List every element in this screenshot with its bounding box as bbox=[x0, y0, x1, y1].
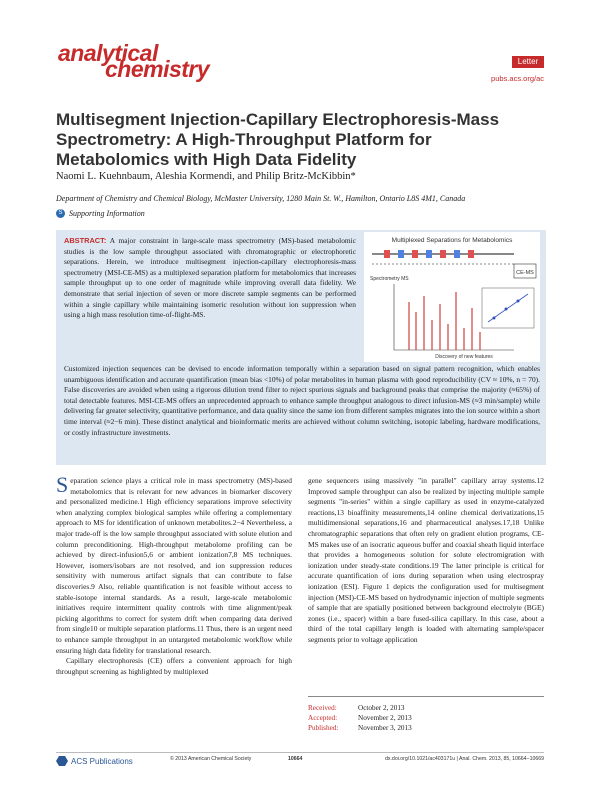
inset-plot bbox=[482, 288, 534, 328]
body-column-left bbox=[56, 472, 292, 677]
toc-label-left: Spectrometry MS bbox=[370, 276, 409, 282]
journal-logo-line2: chemistry bbox=[105, 56, 210, 82]
page-title: Multisegment Injection-Capillary Electrophoresis-Mass Spectrometry: A High-Throughput Platform for Metabolomics with High Data Fidelity bbox=[56, 110, 500, 169]
article-type-badge: Letter bbox=[512, 56, 544, 68]
journal-url-link[interactable]: pubs.acs.org/ac bbox=[491, 74, 544, 83]
doi-citation[interactable]: dx.doi.org/10.1021/ac403171u | Anal. Chem. 2013, 85, 10664−10669 bbox=[385, 756, 544, 762]
publisher-name: ACS Publications bbox=[71, 756, 133, 766]
journal-logo-line1: analytical bbox=[58, 40, 158, 66]
info-icon: S bbox=[56, 209, 65, 218]
published-label: Published: bbox=[308, 724, 339, 732]
abstract-label: ABSTRACT: bbox=[64, 236, 107, 245]
copyright: © 2013 American Chemical Society bbox=[170, 756, 252, 762]
abstract-body-1: A major constraint in large-scale mass spectrometry (MS)-based metabolomic studies is the low sample throughput associated with chromatographic or electrophoretic separations. Herein, we introduce multisegment injection-capillary electrophoresis-mass spectrometry (MSI-CE-MS) as a multiplexed separation platform for metabolomics that increases sample throughput up to one order of magnitude while improving overall data fidelity. We demonstrate that serial injection of seven or more discrete sample segments can be performed within a single capillary while maintaining isomeric resolution without ion suppression when using a high mass resolution time-of-flight-MS. bbox=[64, 236, 356, 320]
author-list: Naomi L. Kuehnbaum, Aleshia Kormendi, and Philip Britz-McKibbin* bbox=[56, 171, 356, 182]
drop-cap: S bbox=[56, 472, 69, 497]
toc-title: Multiplexed Separations for Metabolomics bbox=[391, 237, 513, 244]
toc-label-right: CE-MS bbox=[516, 270, 534, 276]
supporting-information-label: Supporting Information bbox=[69, 209, 145, 218]
page-number: 10664 bbox=[288, 756, 303, 762]
abstract-text-part1 bbox=[64, 236, 356, 321]
toc-label-bottom: Discovery of new features bbox=[435, 354, 493, 360]
supporting-information-link[interactable] bbox=[56, 209, 145, 218]
footer-divider bbox=[56, 752, 544, 753]
received-date: October 2, 2013 bbox=[358, 704, 405, 712]
publication-dates bbox=[308, 696, 544, 733]
accepted-label: Accepted: bbox=[308, 714, 338, 722]
affiliation: Department of Chemistry and Chemical Biology, McMaster University, 1280 Main St. W., Hamilton, Ontario L8S 4M1, Canada bbox=[56, 194, 466, 203]
toc-graphic bbox=[364, 232, 540, 362]
publisher-logo[interactable] bbox=[56, 756, 133, 766]
acs-hexagon-icon bbox=[56, 756, 68, 766]
body-paragraph-1: eparation science plays a critical role in mass spectrometry (MS)-based metabolomics that is relevant for new advances in biomarker discovery and personalized medicine.1 High efficiency separations improve selectivity when analyzing complex biological samples while offering a complementary approach to MS for identification of unknown metabolites.2−4 Nevertheless, a major trade-off is the low sample throughput associated with solute elution and column preconditioning. High-throughput metabolome profiling can be achieved by direct-infusion5,6 or ambient ionization7,8 MS techniques. However, isomers/isobars are not resolved, and ion suppression reduces sensitivity with numerous artifact signals that can contribute to false discoveries.9 Also, reliable quantification is not feasible without access to stable-isotope internal standards. As a result, large-scale metabolomic initiatives require intermittent quality controls with time alignment/peak picking algorithms to correct for system drift when comparing data derived from single10 or multiple separation platforms.11 Thus, there is an urgent need to enhance sample throughput in an untargeted metabolomic workflow while ensuring high data fidelity for translational research. bbox=[56, 476, 292, 655]
received-label: Received: bbox=[308, 704, 337, 712]
abstract-text-part2: Customized injection sequences can be devised to encode information temporally within a separation based on signal pattern recognition, which enables unambiguous identification and accurate quantification (mean bias <10%) of polar metabolites in human plasma with good reproducibility (CV ≈ 10%, n = 70). False discoveries are avoided when using a rigorous dilution trend filter to reject spurious signals and background peaks that comprise the majority (≈65%) of total detectable features. MSI-CE-MS offers an unprecedented approach to enhance sample throughput analogous to direct infusion-MS (≈3 min/sample) while delivering far greater selectivity, quantitative performance, and data quality since the same ion from different samples migrates into the ion source within a short time interval (≈2−6 min). These distinct analytical and bioinformatic merits are achieved without column switching, isotopic labeling, hardware modifications, or costly infrastructure investments. bbox=[64, 364, 540, 437]
published-date: November 3, 2013 bbox=[358, 724, 412, 732]
body-column-right: gene sequencers using massively "in parallel" capillary array systems.12 Improved sample throughput can also be realized by injecting multiple sample segments "in-series" within a single capillary as used in enzyme-catalyzed reactions,13 bioaffinity measurements,14 online chemical derivatizations,15 multidimensional separations,16 and pharmaceutical analyses.17,18 Unlike chromatographic separations that often rely on gradient elution programs, CE-MS makes use of an isocratic aqueous buffer and coaxial sheath liquid interface that provides a homogeneous solution for solute electromigration with ionization under steady-state conditions.19 The latter principle is critical for accurate quantification of ions during separation when using electrospray ionization (ESI). Figure 1 depicts the configuration used for multisegment injection (MSI)-CE-MS based on hydrodynamic injection of multiple segments of sample that are spatially positioned between background electrolyte (BGE) zones (i.e., spacer) within a bare fused-silica capillary. In this case, about a third of the total capillary length is loaded with alternating sample/spacer segments prior to voltage application bbox=[308, 476, 544, 644]
body-paragraph-2: Capillary electrophoresis (CE) offers a convenient approach for high throughput screening as highlighted by multiplexed bbox=[56, 656, 292, 676]
accepted-date: November 2, 2013 bbox=[358, 714, 412, 722]
